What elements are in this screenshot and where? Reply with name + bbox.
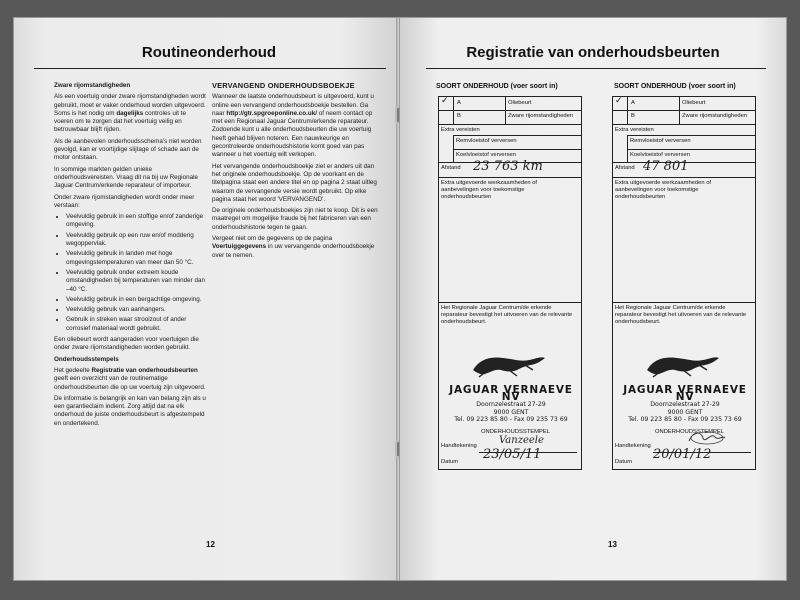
paragraph-replacement-2: Het vervangende onderhoudsboekje ziet er anders uit dan het originele onderhoudsboekje. Op de voorkant en de titelpagina staat een andere titel en op pagina 2 staat uitleg waarom de vervangende versie wordt gebruikt. Op elke pagina staat het woord 'VERVANGEND'.: [212, 162, 377, 203]
list-item: • Veelvuldig gebruik op een ruw en/of modderig wegoppervlak.: [66, 232, 206, 249]
left-page-number: 12: [206, 540, 215, 549]
record-2-datum-value: 20/01/12: [653, 447, 712, 462]
list-item: • Veelvuldig gebruik in een bergachtige omgeving.: [66, 296, 206, 304]
record-1-afstand-value: 23 763 km: [473, 159, 543, 174]
paragraph-1: Als een voertuig onder zware rijomstandigheden wordt gebruikt, moet er vaker onderhoud worden uitgevoerd. Soms is het nodig om dagelijks controles uit te voeren om te zorgen dat het voertuig veilig en betrouwbaar blijft rijden.: [54, 93, 206, 134]
record-1-advies-label: Extra uitgevoerde werkzaamheden of aanbevelingen voor toekomstige onderhoudsbeurten: [441, 180, 538, 200]
record-2-afstand-label: Afstand: [615, 165, 635, 171]
record-1-option-a-text: Oliebeurt: [508, 100, 532, 106]
record-1-afstand-label: Afstand: [441, 165, 461, 171]
heading-vervangend-onderhoudsboekje: VERVANGEND ONDERHOUDSBOEKJE: [212, 81, 355, 90]
paragraph-2: Als de aanbevolen onderhoudsschema's niet worden gevolgd, kan er voortijdige slijtage of schade aan de motor ontstaan.: [54, 137, 202, 162]
paragraph-7: De informatie is belangrijk en kan van belang zijn als u een garantieclaim indient. Zorg altijd dat na elk onderhoud de juiste onderhoudsbeurt is afgestempeld en ondertekend.: [54, 394, 206, 427]
stamp-dealer-name: JAGUAR VERNAEVE NV: [449, 384, 573, 403]
paragraph-5: Een oliebeurt wordt aangeraden voor voertuigen die onder zware rijomstandigheden worden gebruikt.: [54, 336, 199, 352]
record-1-check-b[interactable]: [442, 113, 450, 120]
list-item: • Veelvuldig gebruik onder extreem koude omstandigheden bij temperaturen van minder dan –40 °C.: [66, 269, 206, 294]
record-1-option-b: B: [457, 113, 461, 119]
stamp-dealer-name: JAGUAR VERNAEVE NV: [623, 384, 747, 403]
list-item: • Gebruik in streken waar strooizout of ander corrosief materiaal wordt gebruikt.: [66, 316, 206, 333]
jaguar-leaper-logo: [643, 352, 723, 378]
right-page-title: Registratie van onderhoudsbeurten: [466, 44, 720, 61]
booklet-spread: [14, 18, 786, 584]
right-title-rule: [426, 68, 766, 69]
record-2-advies-label: Extra uitgevoerde werkzaamheden of aanbevelingen voor toekomstige onderhoudsbeurten: [615, 180, 712, 200]
record-1-form: [438, 96, 582, 470]
record-1-type-label: SOORT ONDERHOUD (voer soort in): [436, 83, 558, 90]
record-1-extra-label: Extra vereisten: [441, 127, 480, 133]
record-1-dealer-stamp: [443, 384, 579, 424]
record-2-type-label: SOORT ONDERHOUD (voer soort in): [614, 83, 736, 90]
heading-onderhoudsstempels: Onderhoudsstempels: [54, 355, 119, 363]
record-2-option-b: B: [631, 113, 635, 119]
record-2-extra-coolant: Koelvloeistof verversen: [630, 152, 690, 158]
record-1-datum-value: 23/05/11: [483, 447, 542, 462]
record-2-extra-label: Extra vereisten: [615, 127, 654, 133]
record-1-option-b-text: Zware rijomstandigheden: [508, 113, 574, 119]
record-2-form: [612, 96, 756, 470]
jaguar-leaper-logo: [469, 352, 549, 378]
record-2-dealer-stamp: [617, 384, 753, 424]
record-1-check-a[interactable]: ✓: [441, 95, 449, 105]
record-2-check-b[interactable]: [616, 113, 624, 120]
record-2-check-a[interactable]: ✓: [615, 95, 623, 105]
stamp-street: Doornzelestraat 27-29: [650, 401, 720, 408]
record-1-handtekening-label: Handtekening: [441, 443, 477, 449]
paragraph-replacement-4: Vergeet niet om de gegevens op de pagina Voertuiggegevens in uw vervangende onderhoudsboekje over te nemen.: [212, 235, 375, 259]
list-item: • Veelvuldig gebruik van aanhangers.: [66, 306, 206, 314]
record-2-extra-brake: Remvloeistof verversen: [630, 138, 691, 144]
paragraph-3: In sommige markten gelden unieke onderhoudsvereisten. Vraag dit na bij uw Regionale Jaguar Centrum/erkende reparateur of importeur.: [54, 165, 198, 190]
record-1-extra-brake: Remvloeistof verversen: [456, 138, 517, 144]
paragraph-replacement-3: De originele onderhoudsboekjes zijn niet te koop. Dit is een maatregel om mogelijke fraude bij het fabriceren van een onderhoudshistorie tegen te gaan.: [212, 207, 378, 231]
record-2-datum-label: Datum: [615, 459, 633, 465]
stamp-street: Doornzelestraat 27-29: [476, 401, 546, 408]
record-2-dealer-text: Het Regionale Jaguar Centrum/de erkende reparateur bevestigt het uitvoeren van de relevante onderhoudsbeurt.: [615, 305, 747, 325]
record-2-handtekening-label: Handtekening: [615, 443, 651, 449]
stamp-phone: Tel. 09 223 85 80 - Fax 09 235 73 69: [628, 416, 742, 423]
right-page: [400, 18, 786, 580]
right-page-number: 13: [608, 540, 617, 549]
left-page-title: Routineonderhoud: [141, 44, 277, 61]
record-2-option-b-text: Zware rijomstandigheden: [682, 113, 748, 119]
paragraph-replacement-1: Wanneer de laatste onderhoudsbeurt is uitgevoerd, kunt u online een vervangend onderhoudsboekje bestellen. Ga naar http://gtr.spgroeponline.co.uk/ of neem contact op met een Regionaal Jaguar Centrum/erkende reparateur. Zodoende kunt u alle onderhoudsbeurten die uw voertuig heeft gehad blijven noteren. Een nauwkeurige en gecontroleerde onderhoudshistorie komt goed van pas wanneer u het voertuig wilt verkopen.: [212, 93, 374, 159]
record-1-extra-coolant: Koelvloeistof verversen: [456, 152, 516, 158]
left-page: [14, 18, 398, 580]
stamp-city: 9000 GENT: [493, 408, 529, 416]
paragraph-6: Het gedeelte Registratie van onderhoudsbeurten geeft een overzicht van de routinematige onderhoudsbeurten die op uw voertuig zijn uitgevoerd.: [54, 366, 206, 391]
list-item: • Veelvuldig gebruik in een stoffige en/of zanderige omgeving.: [66, 213, 206, 230]
record-2-signature-scribble: [687, 429, 727, 447]
record-2-stempel-label: ONDERHOUDSSTEMPEL: [655, 429, 724, 435]
paragraph-4: Onder zware rijomstandigheden wordt onder meer verstaan:: [54, 193, 195, 209]
stamp-city: 9000 GENT: [667, 408, 703, 416]
left-column-2: [212, 82, 378, 263]
left-column-1: [54, 82, 206, 431]
record-1-datum-label: Datum: [441, 459, 459, 465]
record-1-stempel-label: ONDERHOUDSSTEMPEL: [481, 429, 550, 435]
record-2-option-a-text: Oliebeurt: [682, 100, 706, 106]
record-1-signature: Vanzeele: [499, 435, 544, 446]
record-1-option-a: A: [457, 100, 461, 106]
conditions-list: [54, 213, 206, 333]
heading-zware-rijomstandigheden: Zware rijomstandigheden: [54, 82, 131, 89]
list-item: • Veelvuldig gebruik in landen met hoge omgevingstemperaturen van meer dan 50 °C.: [66, 250, 206, 267]
left-title-rule: [34, 68, 386, 69]
record-2-option-a: A: [631, 100, 635, 106]
record-2-afstand-value: 47 801: [643, 159, 689, 174]
record-1-dealer-text: Het Regionale Jaguar Centrum/de erkende reparateur bevestigt het uitvoeren van de relevante onderhoudsbeurt.: [441, 305, 573, 325]
stamp-phone: Tel. 09 223 85 80 - Fax 09 235 73 69: [454, 416, 568, 423]
